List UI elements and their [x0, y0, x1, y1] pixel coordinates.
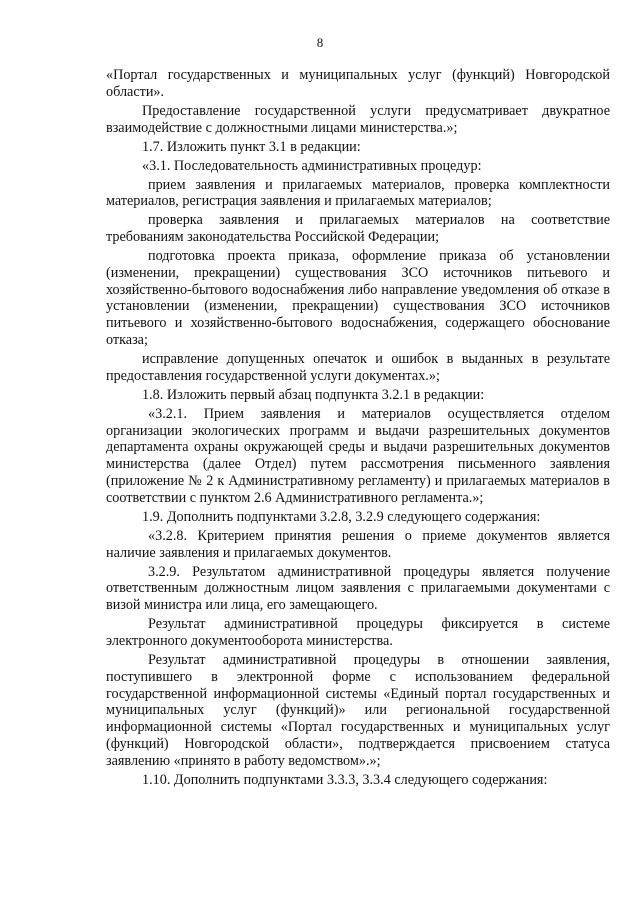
paragraph: 1.9. Дополнить подпунктами 3.2.8, 3.2.9 следующего содержания:: [142, 508, 541, 525]
paragraph: исправление допущенных опечаток и ошибок в выданных в результате предоставления государственной услуги документах.»;: [106, 351, 610, 384]
page-number: 8: [316, 35, 324, 50]
paragraph: 1.7. Изложить пункт 3.1 в редакции:: [142, 138, 361, 155]
paragraph: «Портал государственных и муниципальных услуг (функций) Новгородской области».: [106, 67, 610, 100]
paragraph: прием заявления и прилагаемых материалов, проверка комплектности материалов, регистрация заявления и прилагаемых материалов;: [106, 176, 610, 210]
paragraph: Предоставление государственной услуги предусматривает двукратное взаимодействие с должностными лицами министерства.»;: [106, 102, 610, 136]
document-body: [106, 67, 610, 791]
paragraph: проверка заявления и прилагаемых материалов на соответствие требованиям законодательства Российской Федерации;: [106, 212, 610, 246]
paragraph: Результат административной процедуры фиксируется в системе электронного документооборота министерства.: [106, 616, 610, 649]
paragraph: «3.1. Последовательность административных процедур:: [142, 157, 482, 174]
paragraph: Результат административной процедуры в отношении заявления, поступившего в электронной форме с использованием федеральной государственной информационной системы «Единый портал государственных и муниципальных услуг (функций)» или региональной государственной информационной системы «Портал государственных и муниципальных услуг (функций) Новгородской области», подтверждается присвоением статуса заявлению «принято в работу ведомством».»;: [106, 651, 610, 769]
paragraph: «3.2.1. Прием заявления и материалов осуществляется отделом организации экологических программ и выдачи разрешительных документов департамента охраны окружающей среды и выдачи разрешительных документов министерства (далее Отдел) путем рассмотрения письменного заявления (приложение № 2 к Административному регламенту) и прилагаемых материалов в соответствии с пунктом 2.6 Административного регламента.»;: [106, 405, 610, 506]
paragraph: «3.2.8. Критерием принятия решения о приеме документов является наличие заявления и прилагаемых документов.: [106, 527, 610, 561]
paragraph: 3.2.9. Результатом административной процедуры является получение ответственным должностным лицом заявления с прилагаемыми документами с визой министра или лица, его замещающего.: [106, 563, 610, 614]
paragraph: 1.10. Дополнить подпунктами 3.3.3, 3.3.4 следующего содержания:: [142, 771, 548, 788]
paragraph: 1.8. Изложить первый абзац подпункта 3.2.1 в редакции:: [142, 386, 485, 403]
paragraph: подготовка проекта приказа, оформление приказа об установлении (изменении, прекращении) существования ЗСО источников питьевого и хозяйственно-бытового водоснабжения либо направление уведомления об отказе в установлении (изменении, прекращении) существования ЗСО источников питьевого и хозяйственно-бытового водоснабжения, содержащего обоснование отказа;: [106, 248, 610, 349]
